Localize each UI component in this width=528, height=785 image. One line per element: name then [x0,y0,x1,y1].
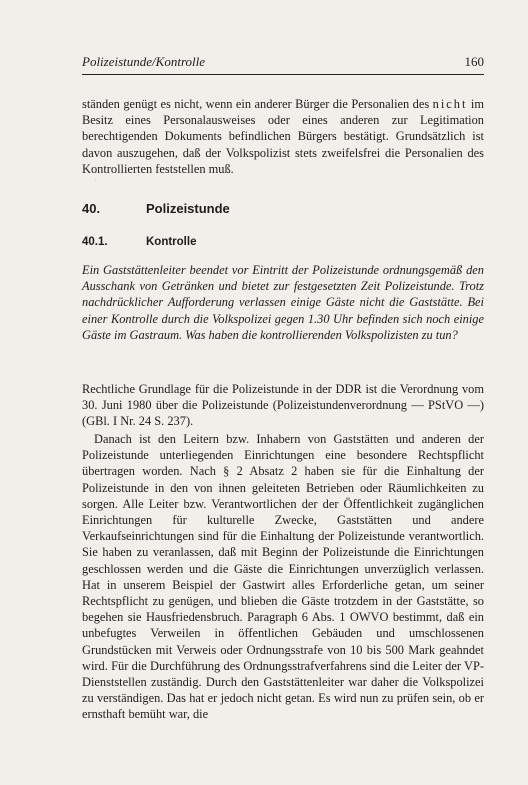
section-title: Polizeistunde [146,201,230,216]
running-header [82,52,484,75]
intro-text-b: im Besitz eines Personalausweises oder eines anderen zur Legitimation berechtigenden Dokuments befindlichen Bürgers bestätigt. Grundsätzlich ist davon auszugehen, daß der Volkspolizist stets zweifelsfrei die Personalien des Kontrollierten feststellen muß. [82,97,484,176]
print-smudge-mark: ʿ [94,179,97,188]
subsection-heading [82,236,196,248]
body-paragraph-1: Rechtliche Grundlage für die Polizeistunde in der DDR ist die Verordnung vom 30. Juni 1980 über die Polizeistunde (Polizeistundenverordnung — PStVO —) (GBl. I Nr. 24 S. 237). [82,382,484,429]
intro-emphasis: nicht [432,97,468,111]
section-number: 40. [82,201,101,216]
page-number: 160 [464,54,484,69]
running-title: Polizeistunde/Kontrolle [82,54,206,69]
body-paragraph-2: Danach ist den Leitern bzw. Inhabern von Gaststätten und anderen der Polizeistunde unterliegenden Einrichtungen eine besondere Rechtspflicht übertragen worden. Nach § 2 Absatz 2 haben sie für die Einhaltung der Polizeistunde in den von ihnen geleiteten Betrieben oder Räumlichkeiten zu sorgen. Alle Leiter bzw. Verantwortlichen der der Öffentlichkeit zugänglichen Einrichtungen für kulturelle Zwecke, Gaststätten und andere Verkaufseinrichtungen sind für die Einhaltung der Polizeistunde verantwortlich. Sie haben zu veranlassen, daß mit Beginn der Polizeistunde die Einrichtungen geschlossen werden und die Gäste die Einrichtungen unverzüglich verlassen. Hat in unserem Beispiel der Gastwirt alles Erforderliche getan, um seiner Rechtspflicht zu genügen, und blieben die Gäste trotzdem in der Gaststätte, so begehen sie Hausfriedensbruch. Paragraph 6 Abs. 1 OWVO bestimmt, daß ein unbefugtes Verweilen in öffentlichen Gebäuden und umschlossenen Grundstücken mit Verweis oder Ordnungsstrafe von 10 bis 500 Mark geahndet wird. Für die Durchführung des Ordnungsstrafverfahrens sind die Leiter der VP-Dienststellen zuständig. Durch den Gaststättenleiter war daher die Volkspolizei zu verständigen. Das hat er jedoch nicht getan. Es wird nun zu prüfen sein, ob er ernsthaft bemüht war, die [82,432,484,722]
intro-text-a: ständen genügt es nicht, wenn ein anderer Bürger die Personalien des [82,97,433,111]
intro-paragraph [82,96,484,177]
subsection-number: 40.1. [82,236,108,248]
section-heading [82,201,230,216]
case-example-paragraph: Ein Gaststättenleiter beendet vor Eintritt der Polizeistunde ordnungsgemäß den Ausschank von Getränken und bietet zur festgesetzten Zeit Polizeistunde. Trotz nachdrücklicher Aufforderung verlassen einige Gäste nicht die Gaststätte. Bei einer Kontrolle durch die Volkspolizei gegen 1.30 Uhr befinden sich noch einige Gäste im Gastraum. Was haben die kontrollierenden Volkspolizisten zu tun? [82,263,484,342]
subsection-title: Kontrolle [146,236,197,248]
